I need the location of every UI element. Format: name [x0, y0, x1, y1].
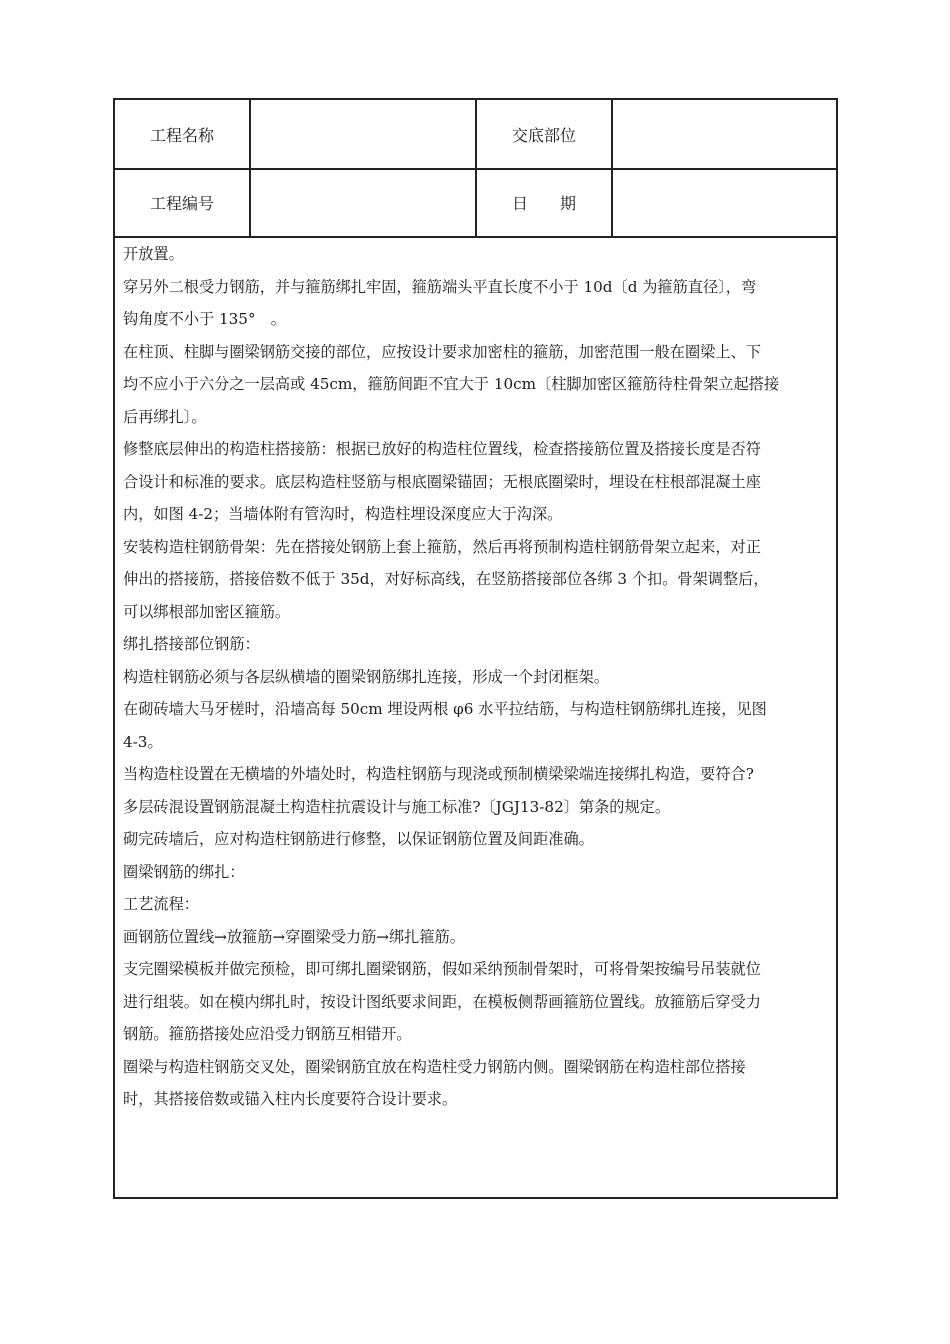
header-row-2 [115, 168, 836, 238]
project-no-label: 工程编号 [115, 168, 251, 236]
content-line: 多层砖混设置钢筋混凝土构造柱抗震设计与施工标准?〔JGJ13-82〕第条的规定。 [123, 797, 671, 816]
content-line: 钢筋。箍筋搭接处应沿受力钢筋互相错开。 [123, 1025, 412, 1043]
content-line: 圈梁与构造柱钢筋交叉处，圈梁钢筋宜放在构造柱受力钢筋内侧。圈梁钢筋在构造柱部位搭接 [123, 1057, 746, 1076]
content-line: 在砌砖墙大马牙槎时，沿墙高每 50cm 埋设两根 φ6 水平拉结筋，与构造柱钢筋绑扎连接，见图 [123, 700, 767, 718]
content-line: 安装构造柱钢筋骨架：先在搭接处钢筋上套上箍筋，然后再将预制构造柱钢筋骨架立起来，对正 [123, 537, 761, 556]
disclosure-sheet [113, 98, 838, 1199]
content-line: 内，如图 4-2；当墙体附有管沟时，构造柱埋设深度应大于沟深。 [123, 505, 563, 523]
content-line: 砌完砖墙后，应对构造柱钢筋进行修整，以保证钢筋位置及间距准确。 [123, 830, 594, 848]
content-line: 均不应小于六分之一层高或 45cm，箍筋间距不宜大于 10cm〔柱脚加密区箍筋待柱骨架立起搭接 [123, 375, 780, 393]
content-line: 修整底层伸出的构造柱搭接筋：根据已放好的构造柱位置线，检查搭接筋位置及搭接长度是否符 [123, 440, 761, 458]
content-line: 支完圈梁模板并做完预检，即可绑扎圈梁钢筋，假如采纳预制骨架时，可将骨架按编号吊装就位 [123, 960, 761, 978]
content-line: 伸出的搭接筋，搭接倍数不低于 35d，对好标高线，在竖筋搭接部位各绑 3 个扣。骨架调整后， [123, 570, 769, 588]
project-name-field[interactable] [251, 100, 477, 168]
content-line: 4-3。 [123, 732, 163, 751]
date-label: 日 期 [477, 168, 613, 236]
content-line: 构造柱钢筋必须与各层纵横墙的圈梁钢筋绑扎连接，形成一个封闭框架。 [123, 667, 609, 686]
header-row-1 [115, 100, 836, 170]
location-field[interactable] [613, 100, 836, 168]
content-line: 当构造柱设置在无横墙的外墙处时，构造柱钢筋与现浇或预制横梁梁端连接绑扎构造，要符合? [123, 765, 754, 783]
project-name-label: 工程名称 [115, 100, 251, 168]
content-line: 在柱顶、柱脚与圈梁钢筋交接的部位，应按设计要求加密柱的箍筋，加密范围一般在圈梁上、下 [123, 342, 761, 361]
content-line: 绑扎搭接部位钢筋： [123, 635, 260, 653]
location-label: 交底部位 [477, 100, 613, 168]
content-line: 工艺流程： [123, 895, 199, 913]
content-line: 合设计和标准的要求。底层构造柱竖筋与根底圈梁锚固；无根底圈梁时，埋设在柱根部混凝土座 [123, 472, 761, 491]
content-line: 进行组装。如在模内绑扎时，按设计图纸要求间距，在模板侧帮画箍筋位置线。放箍筋后穿受力 [123, 992, 761, 1011]
date-field[interactable] [613, 168, 836, 236]
content-line: 圈梁钢筋的绑扎： [123, 862, 245, 881]
content-line: 钩角度不小于 135° 。 [123, 310, 286, 328]
content-line: 时，其搭接倍数或锚入柱内长度要符合设计要求。 [123, 1090, 458, 1108]
content-line: 开放置。 [123, 245, 184, 263]
disclosure-content [123, 238, 828, 1197]
content-line: 后再绑扎〕。 [123, 407, 207, 426]
content-line: 画钢筋位置线→放箍筋→穿圈梁受力筋→绑扎箍筋。 [123, 927, 465, 946]
content-line: 可以绑根部加密区箍筋。 [123, 602, 291, 621]
content-line: 穿另外二根受力钢筋，并与箍筋绑扎牢固，箍筋端头平直长度不小于 10d〔d 为箍筋直径〕，弯 [123, 277, 757, 296]
project-no-field[interactable] [251, 168, 477, 236]
